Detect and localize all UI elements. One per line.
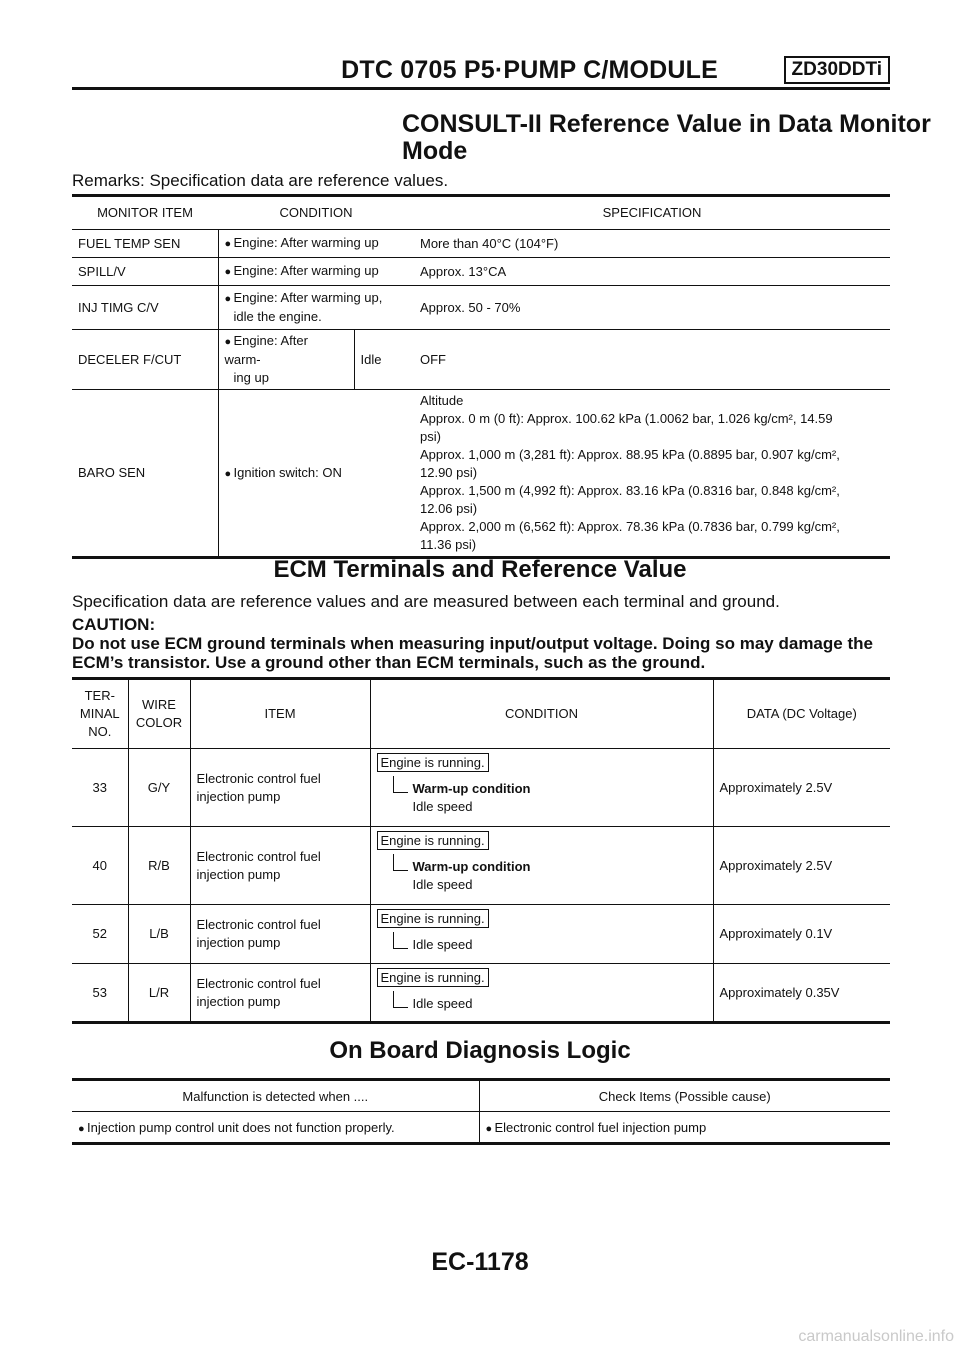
remarks-text: Remarks: Specification data are reference values. xyxy=(72,171,449,190)
condition-sub: Idle speed xyxy=(412,799,473,814)
monitor-item: INJ TIMG C/V xyxy=(72,286,218,330)
table-header-row xyxy=(72,1080,890,1112)
bullet-icon: ● xyxy=(224,467,232,480)
condition-box: Engine is running. xyxy=(377,909,489,928)
terminal-no: 33 xyxy=(72,749,128,827)
condition-text: Engine: After warming up xyxy=(233,263,379,278)
col-monitor-item: MONITOR ITEM xyxy=(72,196,218,230)
sub-condition: Idle xyxy=(354,330,414,390)
spec-value: Approx. 50 - 70% xyxy=(414,286,890,330)
item-text: injection pump xyxy=(196,788,281,804)
consult-heading-line2: Mode xyxy=(402,137,468,165)
check-text: Electronic control fuel injection pump xyxy=(494,1119,707,1135)
condition-cell xyxy=(370,964,713,1023)
caution-title: CAUTION: xyxy=(72,615,156,634)
consult-table xyxy=(72,194,890,559)
malfunction-cell xyxy=(72,1112,479,1144)
spec-value xyxy=(414,390,890,558)
monitor-item: BARO SEN xyxy=(72,390,218,558)
consult-heading-line1: CONSULT-II Reference Value in Data Monitor xyxy=(402,110,931,138)
spec-line: Approx. 2,000 m (6,562 ft): Approx. 78.36 kPa (0.7836 bar, 0.799 kg/cm², xyxy=(420,519,840,534)
col-specification: SPECIFICATION xyxy=(414,196,890,230)
check-cell xyxy=(479,1112,890,1144)
branch-icon xyxy=(393,991,408,1008)
watermark: carmanualsonline.info xyxy=(798,1328,954,1345)
engine-code-badge: ZD30DDTi xyxy=(784,56,890,84)
condition-box: Engine is running. xyxy=(377,968,489,987)
col-terminal-line: NO. xyxy=(88,724,112,739)
item-text: Electronic control fuel xyxy=(196,975,321,991)
spec-line: Approx. 0 m (0 ft): Approx. 100.62 kPa (1.0062 bar, 1.026 kg/cm², 14.59 xyxy=(420,411,833,426)
data-value: Approximately 2.5V xyxy=(713,749,890,827)
table-row xyxy=(72,827,890,905)
condition-text: Engine: After warming up xyxy=(233,235,379,250)
branch-icon xyxy=(393,932,408,949)
page-number: EC-1178 xyxy=(431,1248,529,1276)
wire-color: G/Y xyxy=(128,749,190,827)
table-header-row xyxy=(72,196,890,230)
condition-cell xyxy=(218,286,414,330)
condition-sub: Idle speed xyxy=(412,996,473,1011)
table-row xyxy=(72,330,890,390)
col-terminal-line: TER- xyxy=(84,688,115,703)
condition-text: ing up xyxy=(233,370,269,385)
spec-value: More than 40°C (104°F) xyxy=(414,230,890,258)
item-text: injection pump xyxy=(196,935,281,950)
condition-bold: Warm-up condition xyxy=(412,859,531,874)
bullet-icon: ● xyxy=(485,1122,493,1135)
col-terminal-no xyxy=(72,679,128,749)
condition-box: Engine is running. xyxy=(377,831,489,850)
col-wire-line: WIRE xyxy=(142,697,176,712)
caution-text: Do not use ECM ground terminals when measuring input/output voltage. Doing so may damage the xyxy=(72,634,873,653)
terminal-no: 52 xyxy=(72,905,128,964)
col-condition: CONDITION xyxy=(218,196,414,230)
col-terminal-line: MINAL xyxy=(79,706,120,721)
wire-color: R/B xyxy=(128,827,190,905)
table-row xyxy=(72,964,890,1023)
data-value: Approximately 0.1V xyxy=(713,905,890,964)
col-item: ITEM xyxy=(190,679,370,749)
malfunction-text: Injection pump control unit does not function properly. xyxy=(87,1119,395,1135)
bullet-icon: ● xyxy=(224,238,232,250)
col-condition: CONDITION xyxy=(370,679,713,749)
ecm-terminal-table xyxy=(72,677,890,1024)
data-value: Approximately 0.35V xyxy=(713,964,890,1023)
condition-text: Ignition switch: ON xyxy=(233,464,342,480)
obd-heading: On Board Diagnosis Logic xyxy=(329,1037,631,1064)
spec-line: 12.06 psi) xyxy=(420,501,478,516)
spec-line: Approx. 1,000 m (3,281 ft): Approx. 88.95 kPa (0.8895 bar, 0.907 kg/cm², xyxy=(420,447,840,462)
header-rule xyxy=(72,87,890,90)
item-text: Electronic control fuel xyxy=(196,848,321,864)
branch-icon xyxy=(393,776,408,793)
branch-icon xyxy=(393,854,408,871)
condition-text: Engine: After warming up, xyxy=(233,290,383,305)
bullet-icon: ● xyxy=(78,1122,85,1135)
item-cell xyxy=(190,905,370,964)
spec-line: 12.90 psi) xyxy=(420,465,478,480)
condition-cell xyxy=(218,230,414,258)
item-text: Electronic control fuel xyxy=(196,770,321,786)
table-row xyxy=(72,749,890,827)
monitor-item: SPILL/V xyxy=(72,258,218,286)
col-wire-line: COLOR xyxy=(135,715,183,730)
col-check-items: Check Items (Possible cause) xyxy=(479,1080,890,1112)
condition-bold: Warm-up condition xyxy=(412,781,531,796)
data-value: Approximately 2.5V xyxy=(713,827,890,905)
condition-sub: Idle speed xyxy=(412,937,473,952)
condition-text: Engine: After warm- xyxy=(224,333,308,367)
ecm-heading: ECM Terminals and Reference Value xyxy=(273,556,687,583)
item-text: injection pump xyxy=(196,993,281,1009)
item-text: Electronic control fuel xyxy=(196,917,321,932)
col-malfunction: Malfunction is detected when .... xyxy=(72,1080,479,1112)
condition-cell xyxy=(370,749,713,827)
condition-cell xyxy=(370,827,713,905)
consult-heading xyxy=(402,111,931,165)
condition-cell xyxy=(370,905,713,964)
item-cell xyxy=(190,749,370,827)
bullet-icon: ● xyxy=(224,336,232,348)
caution-block xyxy=(72,615,894,672)
section-title: DTC 0705 P5·PUMP C/MODULE xyxy=(341,56,718,84)
terminal-no: 53 xyxy=(72,964,128,1023)
bullet-icon: ● xyxy=(224,293,232,305)
item-cell xyxy=(190,827,370,905)
condition-cell xyxy=(218,390,414,558)
spec-value: OFF xyxy=(414,330,890,390)
monitor-item: DECELER F/CUT xyxy=(72,330,218,390)
condition-text: idle the engine. xyxy=(233,309,322,324)
item-cell xyxy=(190,964,370,1023)
col-wire-color xyxy=(128,679,190,749)
table-header-row xyxy=(72,679,890,749)
ecm-spec-text: Specification data are reference values and are measured between each terminal and ground. xyxy=(72,592,780,611)
spec-line: 11.36 psi) xyxy=(420,537,477,552)
spec-line: Approx. 1,500 m (4,992 ft): Approx. 83.16 kPa (0.8316 bar, 0.848 kg/cm², xyxy=(420,483,840,498)
table-row xyxy=(72,1112,890,1144)
table-row xyxy=(72,258,890,286)
condition-cell xyxy=(218,258,414,286)
table-row xyxy=(72,905,890,964)
wire-color: L/B xyxy=(128,905,190,964)
condition-sub: Idle speed xyxy=(412,877,473,892)
obd-table xyxy=(72,1078,890,1145)
spec-line: Altitude xyxy=(420,393,464,408)
table-row xyxy=(72,286,890,330)
spec-value: Approx. 13°CA xyxy=(414,258,890,286)
table-row xyxy=(72,230,890,258)
table-row xyxy=(72,390,890,558)
condition-box: Engine is running. xyxy=(377,753,489,772)
condition-cell xyxy=(218,330,354,390)
terminal-no: 40 xyxy=(72,827,128,905)
spec-line: psi) xyxy=(420,429,441,444)
item-text: injection pump xyxy=(196,866,281,882)
caution-text: ECM’s transistor. Use a ground other than ECM terminals, such as the ground. xyxy=(72,653,706,672)
page-header xyxy=(72,54,890,88)
wire-color: L/R xyxy=(128,964,190,1023)
bullet-icon: ● xyxy=(224,266,232,278)
col-data: DATA (DC Voltage) xyxy=(713,679,890,749)
monitor-item: FUEL TEMP SEN xyxy=(72,230,218,258)
